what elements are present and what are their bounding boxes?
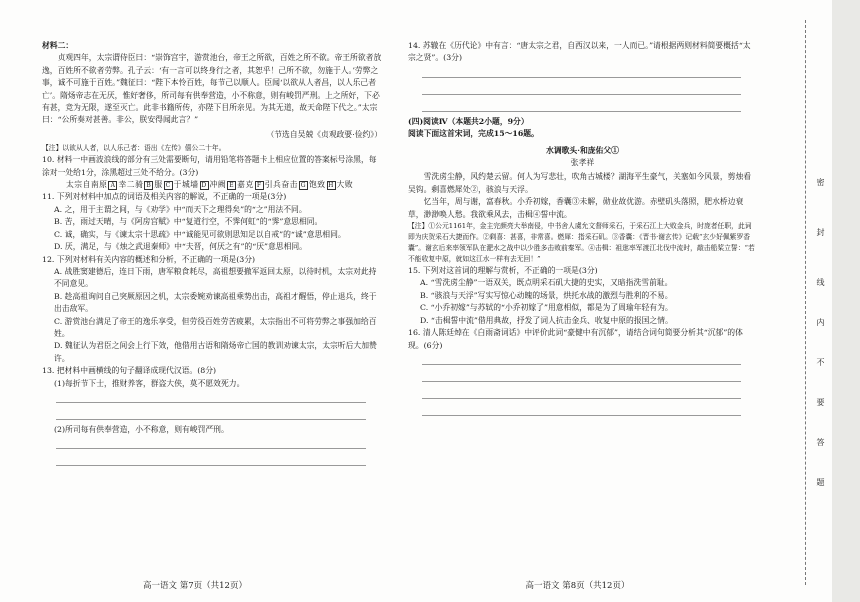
poem-note: 【注】①公元1161年，金主完颜亮大举南侵，中书舍人虞允文督师采石，于采石江上大败金兵，时庞者任职，此词即为庆贺采石大捷而作。②剩喜：甚喜，非常喜。燃犀：指采石矶。③香囊：《晋书·谢玄传》记载“玄少好佩紫罗香囊”。谢玄后来率领军队在淝水之战中以少胜多击败前秦军。④击楫：祖逖率军渡江北伐中流时，敲击船桨立誓：“若不能收复中原，就如这江水一样有去无回！” <box>408 222 755 264</box>
answer-line[interactable] <box>422 352 741 365</box>
passage-note: 【注】以欲从人者，以人乐己者：语出《左传》僖公二十年。 <box>42 144 226 153</box>
q15-option-a: A. “雪洗虏尘静”一语双关，既点明采石矶大捷的史实，又暗指洗雪前耻。 <box>420 278 673 288</box>
q11-option-b: B. 苦，雨过天晴，与《阿房宫赋》中“复道行空，不霁何虹”的“霁”意思相同。 <box>54 217 323 227</box>
seal-char: 要 <box>816 398 825 406</box>
mark-g[interactable]: G <box>300 181 307 189</box>
page-footer-7: 高一语文 第7页（共12页） <box>143 580 247 591</box>
seal-char: 不 <box>816 358 825 366</box>
question-14: 14. 苏辙在《历代论》中有言：“唐太宗之君，自西汉以来，一人而已。”请根据两则材料简要概括“太宗之贤”。(3分) <box>408 41 751 63</box>
q13-sentence-1: (1)每折节下士，推财养客，群盗大侠，莫不愿效死力。 <box>54 378 245 388</box>
answer-line[interactable] <box>56 453 366 466</box>
question-12: 12. 下列对材料有关内容的概述和分析，不正确的一项是(3分) <box>42 254 256 264</box>
seal-char: 密 <box>816 178 825 186</box>
question-10: 10. 材料一中画波浪线的部分有三处需要断句，请用铅笔将答题卡上相应位置的答案标号涂黑，每涂对一处给1分，涂黑超过三处不给分。(3分) <box>42 155 377 177</box>
poem-author: 张孝祥 <box>570 158 595 168</box>
reading-4-heading: (四)阅读Ⅳ（本题共2小题，9分） <box>408 116 529 126</box>
seal-char: 题 <box>816 478 825 486</box>
q15-option-b: B. “骇浪与天浮”写实写惊心动魄的场景，烘托水战的激烈与胜利的不易。 <box>420 290 673 300</box>
question-13: 13. 把材料中画横线的句子翻译成现代汉语。(8分) <box>42 366 217 376</box>
q12-option-d: D. 魏征认为君臣之间会上行下效，他借用古语和隋炀帝亡国的教训劝谏太宗，太宗听后大加赞许。 <box>54 341 377 363</box>
page-7 <box>0 0 390 602</box>
q11-option-a: A. 之，用于主谓之间，与《劝学》中“而天下之理得矣”的“之”用法不同。 <box>54 204 307 214</box>
answer-line[interactable] <box>56 436 366 449</box>
q10-segment-line: 太宗自南原 A 幸二骑 B 服 C 于城墙 D 冲阙 E 嘉克 F 引兵奋击 G 饱致 H 大败 <box>66 180 354 190</box>
q15-option-d: D. “击楫誓中流”借用典故，抒发了词人抗击金兵、收复中原的报国之情。 <box>420 315 673 325</box>
seal-char: 封 <box>816 228 825 236</box>
answer-line[interactable] <box>422 82 741 95</box>
answer-line[interactable] <box>422 99 741 112</box>
material-two-passage: 贞观四年，太宗谓侍臣曰：“崇饰宫宇，游赏池台，帝王之所欲，百姓之所不欲。帝王所欲者放逸，百姓所不欲者劳弊。孔子云：‘有一言可以终身行之者，其恕乎！己所不欲，勿施于人。’劳弊之事，诚不可施于百姓。”魏征曰：“陛下本怜百姓，每节己以顺人。臣闻‘以欲从人者昌，以人乐己者亡’。隋炀帝志在无厌，惟好奢侈，所司每有供奉营造，小不称意，则有峻罚严刑。上之所好，下必有甚，竞为无限，遂至灭亡。此非书籍所传，亦陛下目所亲见。为其无道，故天命陛下代之。”太宗曰：“公所奏对甚善。非公，朕安得闻此言？” <box>42 53 382 125</box>
seal-line <box>805 20 806 585</box>
mark-a[interactable]: A <box>108 181 117 190</box>
material-heading: 材料二： <box>42 41 74 50</box>
poem-stanza-1: 雪洗虏尘静，风约楚云留。何人为写悲壮，吹角古城楼？湖海平生豪气，关塞如今风景，剪烛看吴钩。剩喜燃犀处②，骇浪与天浮。 <box>408 172 752 194</box>
question-16: 16. 清人陈廷焯在《白雨斋词话》中评价此词“豪健中有沉郁”，请结合词句简要分析其“沉郁”的体现。(6分) <box>408 328 743 350</box>
q13-sentence-2: (2)所司每有供奉营造，小不称意，则有峻罚严刑。 <box>54 424 229 434</box>
q12-option-b: B. 趁高祖询问自己突厥原因之机，太宗委婉劝谏高祖乘势出击，高祖才醒悟，停止退兵，终于出击敌军。 <box>54 291 377 314</box>
reading-4-instructions: 阅读下面这首宋词，完成15～16题。 <box>408 129 539 139</box>
q12-option-a: A. 战胜窦建德后，连日下雨，唐军粮食耗尽，高祖想要撤军返回太原，以待时机，太宗对此持不同意见。 <box>54 266 377 289</box>
answer-line[interactable] <box>56 407 366 420</box>
mark-e[interactable]: E <box>227 181 236 190</box>
paper-edge <box>832 0 860 602</box>
mark-b[interactable]: B <box>144 181 153 190</box>
seal-char: 内 <box>816 318 825 326</box>
q11-option-c: C. 诚，确实，与《谏太宗十思疏》中“诚能见可欲则思知足以自戒”的“诚”意思相同。 <box>54 229 346 239</box>
question-11: 11. 下列对材料中加点的词语及相关内容的解说，不正确的一项是(3分) <box>42 192 287 202</box>
q11-option-d: D. 厌，满足，与《烛之武退秦师》中“夫晋，何厌之有”的“厌”意思相同。 <box>54 242 307 252</box>
mark-h[interactable]: H <box>328 181 334 189</box>
answer-line[interactable] <box>422 65 741 78</box>
poem-stanza-2: 忆当年，周与谢，富春秋。小乔初嫁，香囊③未解，勋业故优游。赤壁矶头落照，肥水桥边衰草，渺渺唤人愁。我欲乘风去，击楫④誓中流。 <box>408 197 744 219</box>
seal-char: 答 <box>816 438 825 446</box>
q12-option-c: C. 游赏池台满足了帝王的逸乐享受，但劳役百姓劳苦疲累，太宗指出不可将劳弊之事强加给百姓。 <box>54 316 377 338</box>
mark-c[interactable]: C <box>165 181 171 189</box>
answer-line[interactable] <box>422 403 741 416</box>
passage-source: （节选自吴兢《贞观政要·俭约》） <box>266 129 382 139</box>
question-15: 15. 下列对这首词的理解与赏析，不正确的一项是(3分) <box>408 266 598 276</box>
mark-d[interactable]: D <box>201 181 207 189</box>
poem-title: 水调歌头·和庞佑父① <box>546 145 619 155</box>
answer-line[interactable] <box>422 369 741 382</box>
seal-char: 线 <box>816 278 825 286</box>
page-footer-8: 高一语文 第8页（共12页） <box>525 580 630 591</box>
page-8 <box>390 0 765 602</box>
answer-line[interactable] <box>422 386 741 399</box>
answer-line[interactable] <box>56 390 366 403</box>
q15-option-c: C. “小乔初嫁”与苏轼的“小乔初嫁了”用意相似，都是为了周瑜年轻有为。 <box>420 303 673 313</box>
mark-f[interactable]: F <box>255 181 264 190</box>
